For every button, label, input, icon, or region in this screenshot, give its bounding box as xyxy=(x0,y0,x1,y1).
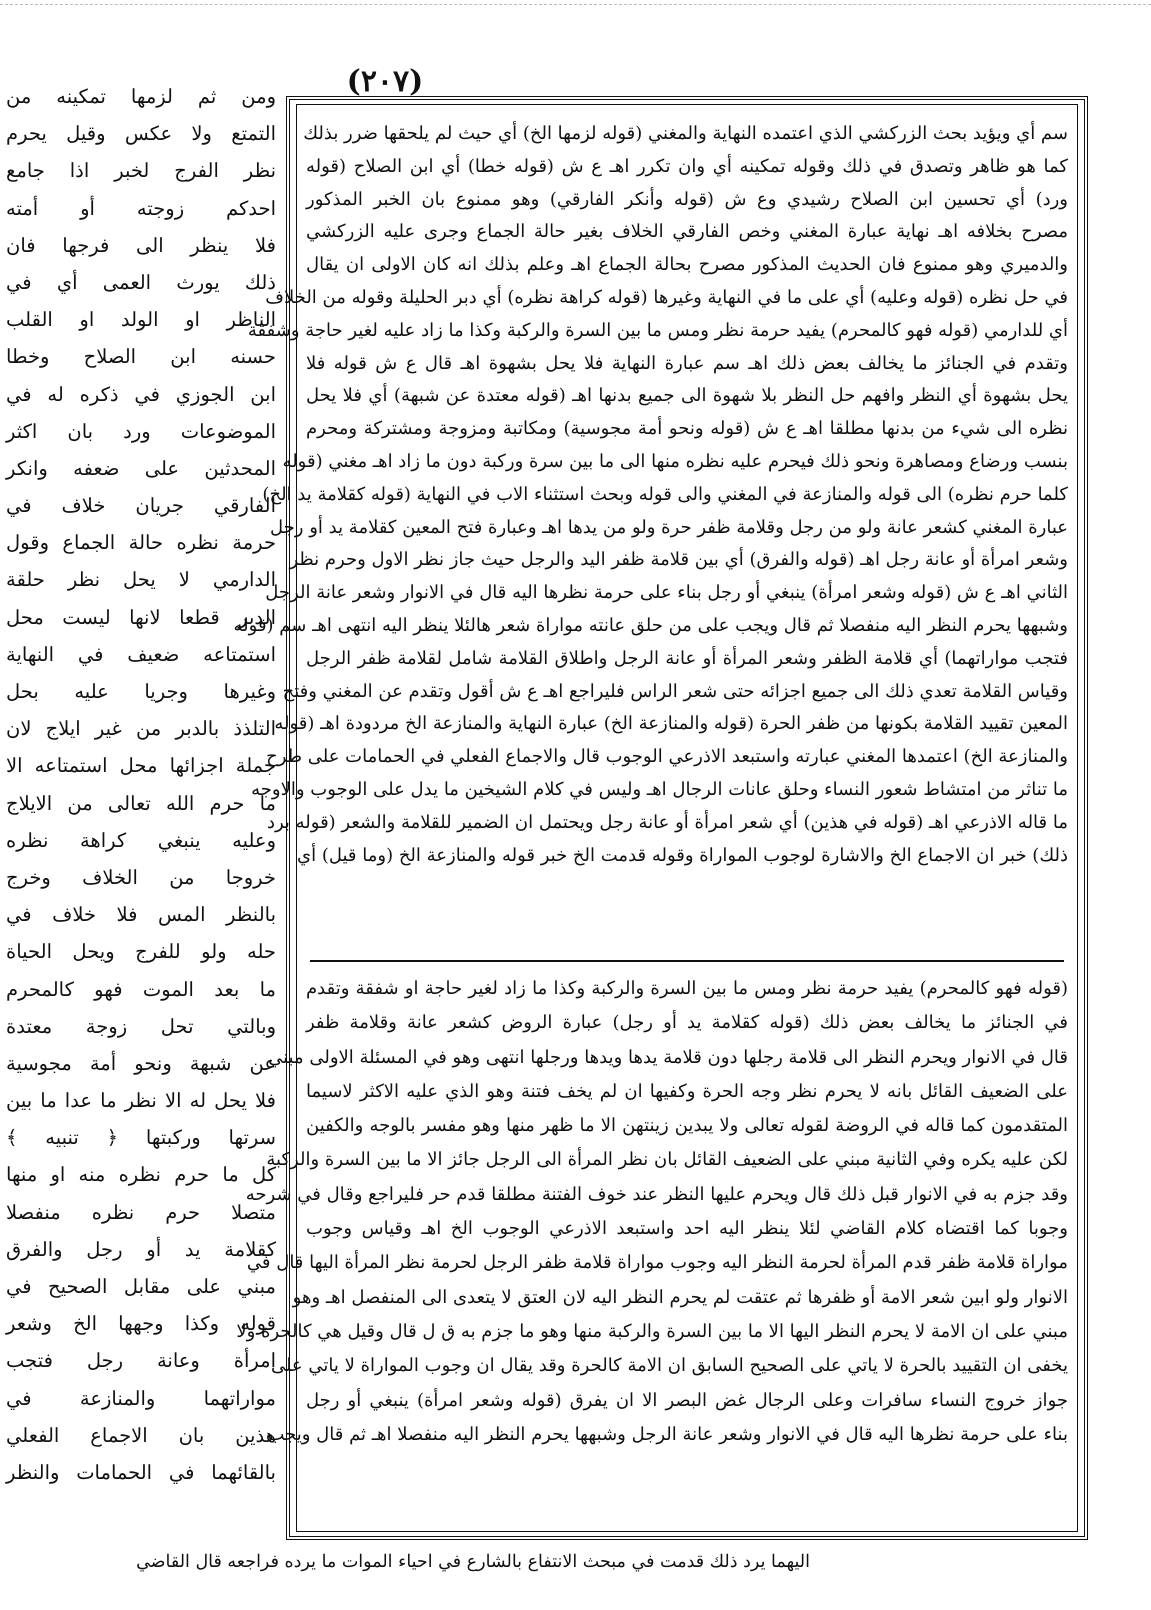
margin-text-line: حسنه ابن الصلاح وخطا xyxy=(6,345,276,369)
upper-text-line: المعين تقييد القلامة بكونها من ظفر الحرة (قوله والمنازعة الخ) عبارة النهاية والمنازعة الخ مردودة اهـ (قوله xyxy=(274,713,1068,735)
upper-text-line: أي للدارمي (قوله فهو كالمحرم) يفيد حرمة نظر ومس ما بين السرة والركبة وكذا ما زاد عليه لغير حاجة وشفقة xyxy=(247,319,1068,341)
section-divider xyxy=(310,960,1064,962)
margin-text-line: خروجا من الخلاف وخرج xyxy=(6,865,276,889)
margin-text-line: مواراتهما والمنازعة في xyxy=(6,1386,276,1410)
margin-text-line: الدارمي لا يحل نظر حلقة xyxy=(6,568,276,592)
upper-text-line: عبارة المغني كشعر عانة ولو من رجل وقلامة ظفر حرة ولو من يدها اهـ وعبارة فتح المعين كقلامة يد أو رجل xyxy=(270,516,1068,538)
margin-text-line: امرأة وعانة رجل فتجب xyxy=(6,1349,276,1373)
upper-text-line: وشعر امرأة أو عانة رجل اهـ (قوله والفرق) أي بين قلامة ظفر اليد والرجل حيث جاز نظر الاول وحرم نظر xyxy=(289,549,1068,571)
lower-text-line: مواراة قلامة ظفر قدم المرأة لحرمة النظر اليه وجوب مواراة قلامة ظفر الرجل لحرمة نظر المرأة اليها قال في xyxy=(246,1252,1068,1274)
lower-text-line: مبني على ان الامة لا يحرم النظر اليها الا ما بين السرة والركبة منها وهو ما جزم به ق ل قال وقيل هي كالحرة ولا xyxy=(236,1320,1068,1342)
margin-text-line: فلا ينظر الى فرجها فان xyxy=(6,233,276,257)
lower-text-line: في الجنائز ما يخالف بعض ذلك (قوله كقلامة يد أو رجل) عبارة الروض كشعر عانة وقلامة ظفر xyxy=(306,1012,1068,1034)
margin-text-line: وغيرها وجريا عليه بحل xyxy=(6,680,276,703)
lower-text-line: (قوله فهو كالمحرم) يفيد حرمة نظر ومس ما بين السرة والركبة وكذا ما زاد لغير حاجة او شفقة وتقدم xyxy=(306,978,1068,999)
margin-text-line: حله ولو للفرج ويحل الحياة xyxy=(6,940,276,964)
margin-text-line: التلذذ بالدبر من غير ايلاج لان xyxy=(6,717,276,741)
upper-text-line: وشبهها يحرم النظر اليه منفصلا ثم قال ويجب على من حلق عانته مواراة شعر هالئلا ينظر اليه انتهى اهـ سم (قوله xyxy=(233,614,1068,636)
upper-text-line: يحل بشهوة أي النظر وافهم حل النظر بلا شهوة الى جميع بدنها اهـ (قوله معتدة عن شبهة) أي فلا يحل xyxy=(306,385,1068,407)
upper-text-line: والمنازعة الخ) اعتمدها المغني عبارته واستبعد الاذرعي الوجوب قال والاجماع الفعلي في الحمامات على طرح xyxy=(266,746,1068,768)
lower-text-line: يخفى ان التقييد بالحرة لا ياتي على الصحيح السابق ان الامة كالحرة وقد يقال ان وجوب المواراة لا ياتي على xyxy=(270,1355,1068,1377)
margin-text-line: قوله وكذا وجهها الخ وشعر xyxy=(6,1312,276,1336)
lower-text-line: المتقدمون كما قاله في الروضة لقوله تعالى ولا يبدين زينتهن الا ما ظهر منها وهو مفسر بالوجه والكفين xyxy=(306,1115,1068,1137)
margin-text-line: فلا يحل له الا نظر ما عدا ما بين xyxy=(6,1089,276,1113)
margin-text-line: الناظر او الولد او القلب xyxy=(6,308,276,332)
margin-text-line: ومن ثم لزمها تمكينه من xyxy=(6,85,276,108)
upper-text-line: الثاني اهـ ع ش (قوله وشعر امرأة) ينبغي أو رجل بناء على حرمة نظرها اليه قال في الانوار وشعر عانة الرجل xyxy=(265,582,1068,604)
upper-text-line: وقياس القلامة تعدي ذلك الى جميع اجزائه حتى شعر الراس فليراجع اهـ ع ش أقول وتقدم عن المغني وفتح xyxy=(282,680,1068,702)
upper-text-line: فتجب مواراتهما) أي قلامة الظفر وشعر المرأة أو عانة الرجل واطلاق القلامة شامل لقلامة ظفر الرجل xyxy=(306,647,1068,669)
scan-edge-rule xyxy=(0,4,1151,5)
margin-text-line: احدكم زوجته أو أمته xyxy=(6,196,276,220)
margin-text-line: التمتع ولا عكس وقيل يحرم xyxy=(6,122,276,146)
margin-text-line: نظر الفرج لخبر اذا جامع xyxy=(6,159,276,183)
lower-commentary-block xyxy=(236,972,1068,1522)
margin-text-line: وعليه ينبغي كراهة نظره xyxy=(6,828,276,852)
lower-text-line: وقد جزم به في الانوار قبل ذلك قال ويحرم عليها النظر عند خوف الفتنة مطلقا قدم حر فليراجع وقال في شرحه xyxy=(245,1183,1068,1205)
upper-text-line: نظره الى شيء من بدنها مطلقا اهـ ع ش (قوله ونحو أمة مجوسية) ومكاتبة ومزوجة ومشتركة ومحرم xyxy=(306,418,1068,440)
footer-text-line: اليهما يرد ذلك قدمت في مبحث الانتفاع بالشارع في احياء الموات ما يرده فراجعه قال القاضي xyxy=(136,1552,810,1572)
upper-text-line: والدميري وهو ممنوع فان الحديث المذكور مصرح بحالة الجماع اهـ وعلم بذلك انه كان الاولى ان يقال xyxy=(306,254,1068,276)
margin-text-line: ما حرم الله تعالى من الايلاج xyxy=(6,791,276,815)
margin-text-line: عن شبهة ونحو أمة مجوسية xyxy=(6,1051,276,1075)
margin-text-line: المحدثين على ضعفه وانكر xyxy=(6,456,276,480)
upper-text-line: كلما حرم نظره) الى قوله والمنازعة في المغني والى قوله وبحث استثناء الاب في النهاية (قوله كقلامة يد الخ) xyxy=(262,483,1068,505)
upper-commentary-block xyxy=(233,118,1068,958)
margin-text-line: مبني على مقابل الصحيح في xyxy=(6,1275,276,1298)
margin-text-line: كل ما حرم نظره منه او منها xyxy=(6,1163,276,1187)
margin-text-line: بالقائهما في الحمامات والنظر xyxy=(6,1460,276,1484)
lower-text-line: لكن عليه يكره وفي الثانية مبني على الضعيف القائل بان نظر المرأة الى الرجل جائز الا ما بين السرة والركبة xyxy=(266,1149,1068,1171)
footer-catchline-block xyxy=(136,1548,1140,1608)
margin-text-line: ما بعد الموت فهو كالمحرم xyxy=(6,977,276,1001)
lower-text-line: وجوبا كما اقتضاه كلام القاضي لئلا ينظر اليه احد واستبعد الاذرعي الوجوب الخ اهـ وقياس وجوب xyxy=(306,1218,1068,1240)
margin-text-line: ذلك يورث العمى أي في xyxy=(6,270,276,294)
margin-text-line: متصلا حرم نظره منفصلا xyxy=(6,1200,276,1224)
margin-text-line: بالنظر المس فلا خلاف في xyxy=(6,903,276,927)
margin-text-line: هذين بان الاجماع الفعلي xyxy=(6,1423,276,1447)
margin-text-line: استمتاعه ضعيف في النهاية xyxy=(6,642,276,666)
lower-text-line: جواز خروج النساء سافرات وعلى الرجال غض البصر الا ان يفرق (قوله وشعر امرأة) ينبغي أو رجل xyxy=(306,1389,1068,1411)
margin-text-line: وبالتي تحل زوجة معتدة xyxy=(6,1014,276,1038)
margin-text-line: الفارقي جريان خلاف في xyxy=(6,494,276,518)
margin-text-line: حرمة نظره حالة الجماع وقول xyxy=(6,531,276,555)
margin-text-line: جملة اجزائها محل استمتاعه الا xyxy=(6,754,276,778)
margin-text-line: سرتها وركبتها ﴿ تنبيه ﴾ xyxy=(6,1126,276,1150)
upper-text-line: وتقدم في الجنائز ما يخالف بعض ذلك اهـ سم عبارة النهاية فلا يحل بشهوة اهـ قال ع ش قوله فلا xyxy=(306,352,1068,374)
upper-text-line: ما قاله الاذرعي اهـ (قوله في هذين) أي شعر امرأة أو عانة رجل ويحتمل ان الضمير للقلامة والشعر (قوله برد xyxy=(266,811,1068,833)
margin-text-line: كقلامة يد أو رجل والفرق xyxy=(6,1237,276,1261)
lower-text-line: الانوار ولو ابين شعر الامة أو ظفرها ثم عتقت لم يحرم النظر اليه لان العتق لا يتعدى الى المنفصل اهـ وهو xyxy=(292,1286,1068,1308)
margin-text-line: الدبر قطعا لانها ليست محل xyxy=(6,605,276,629)
lower-text-line: بناء على حرمة نظرها اليه قال في الانوار وشعر عانة الرجل وشبهها يحرم النظر اليه منفصلا اهـ ثم قال ويجب xyxy=(267,1423,1068,1445)
upper-text-line: في حل نظره (قوله وعليه) أي على ما في النهاية وغيرها (قوله كراهة نظره) أي دبر الحليلة وقوله من الخلاف xyxy=(265,286,1068,308)
page-number: (۲۰۷) xyxy=(346,64,424,99)
upper-text-line: سم أي ويؤيد بحث الزركشي الذي اعتمده النهاية والمغني (قوله لزمها الخ) أي حيث لم يلحقها ضرر بذلك xyxy=(303,123,1068,144)
margin-text-line: الموضوعات ورد بان اكثر xyxy=(6,419,276,443)
upper-text-line: كما هو ظاهر وتصدق في ذلك وقوله تمكينه أي وان تكرر اهـ ع ش (قوله خطا) أي ابن الصلاح (قوله xyxy=(306,155,1068,177)
lower-text-line: قال في الانوار ويحرم النظر الى قلامة رجلها دون قلامة يدها ويدها ورجلها انتهى وهو في المسئلة الاولى مبني xyxy=(268,1046,1068,1068)
upper-text-line: ما تناثر من امتشاط شعور النساء وحلق عانات الرجال اهـ وليس في كلام الشيخين ما يدل على الوجوب والاوجه xyxy=(251,778,1068,800)
upper-text-line: مصرح بخلافه اهـ نهاية عبارة المغني وخص الفارقي الخلاف بغير حالة الجماع وجرى عليه الزركشي xyxy=(306,221,1068,243)
upper-text-line: ورد) أي تحسين ابن الصلاح رشيدي وع ش (قوله وأنكر الفارقي) وهو ممنوع بان الخبر المذكور xyxy=(306,188,1068,210)
margin-text-line: ابن الجوزي في ذكره له في xyxy=(6,382,276,406)
lower-text-line: على الضعيف القائل بانه لا يحرم نظر وجه الحرة وكفيها ان لم يخف فتنة وهو الذي عليه الاكثر لاسيما xyxy=(306,1080,1068,1102)
upper-text-line: ذلك) خبر ان الاجماع الخ والاشارة لوجوب المواراة وقوله قدمت الخ خبر قوله والمنازعة الخ (وما قيل) أي xyxy=(297,844,1068,866)
upper-text-line: بنسب ورضاع ومصاهرة ونحو ذلك فيحرم عليه نظره منها الى ما بين سرة وركبة دون ما زاد اهـ مغني (قوله xyxy=(282,450,1068,472)
